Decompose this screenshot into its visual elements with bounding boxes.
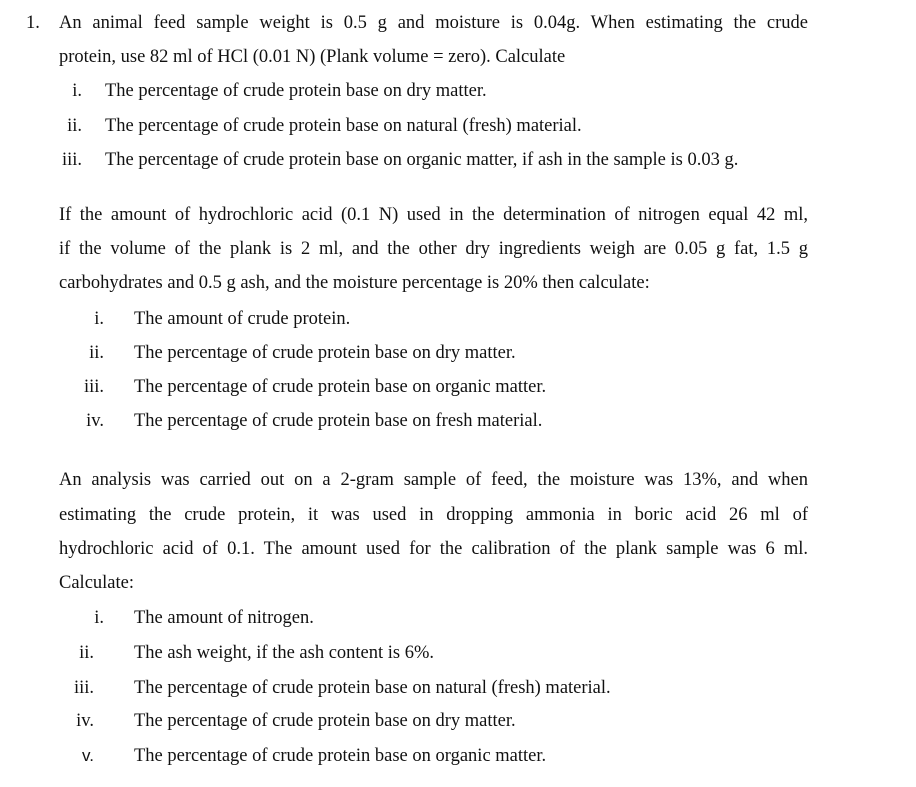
list-item: The percentage of crude protein base on fresh material. bbox=[134, 411, 543, 431]
list-item: The amount of crude protein. bbox=[134, 309, 351, 329]
list-item: The percentage of crude protein base on organic matter, if ash in the sample is 0.03 g. bbox=[105, 150, 739, 170]
question-2-stem-line-3: carbohydrates and 0.5 g ash, and the moisture percentage is 20% then calculate: bbox=[59, 273, 650, 293]
question-2-stem-line-2: if the volume of the plank is 2 ml, and the other dry ingredients weigh are 0.05 g fat, 1.5 g bbox=[59, 239, 808, 259]
list-item: The percentage of crude protein base on dry matter. bbox=[134, 343, 516, 363]
list-item-marker: iii. bbox=[73, 678, 94, 698]
list-item-marker: iv. bbox=[86, 411, 104, 431]
list-item-marker: v. bbox=[82, 746, 94, 765]
question-1-stem-line-2: protein, use 82 ml of HCl (0.01 N) (Plank volume = zero). Calculate bbox=[59, 47, 566, 67]
list-item: The percentage of crude protein base on dry matter. bbox=[134, 711, 516, 731]
list-item-marker: ii. bbox=[89, 343, 104, 363]
list-item-marker: ii. bbox=[79, 643, 94, 663]
question-3-stem-line-1: An analysis was carried out on a 2-gram sample of feed, the moisture was 13%, and when bbox=[59, 470, 808, 490]
question-1-stem-line-1: An animal feed sample weight is 0.5 g and moisture is 0.04g. When estimating the crude bbox=[59, 13, 808, 33]
list-item-marker: i. bbox=[94, 608, 104, 628]
question-3-stem-line-4: Calculate: bbox=[59, 573, 134, 593]
list-item: The percentage of crude protein base on organic matter. bbox=[134, 746, 547, 766]
question-1-number: 1. bbox=[26, 13, 40, 33]
list-item: The ash weight, if the ash content is 6%. bbox=[134, 643, 435, 663]
list-item: The percentage of crude protein base on natural (fresh) material. bbox=[105, 116, 582, 136]
list-item: The percentage of crude protein base on organic matter. bbox=[134, 377, 547, 397]
list-item-marker: i. bbox=[94, 309, 104, 329]
list-item: The amount of nitrogen. bbox=[134, 608, 314, 628]
list-item-marker: i. bbox=[72, 81, 82, 101]
question-3-stem-line-2: estimating the crude protein, it was used in dropping ammonia in boric acid 26 ml of bbox=[59, 505, 808, 525]
question-2-stem-line-1: If the amount of hydrochloric acid (0.1 N) used in the determination of nitrogen equal 42 ml, bbox=[59, 205, 808, 225]
list-item-marker: iv. bbox=[76, 711, 94, 731]
question-3-stem-line-3: hydrochloric acid of 0.1. The amount used for the calibration of the plank sample was 6 ml. bbox=[59, 539, 808, 559]
list-item: The percentage of crude protein base on dry matter. bbox=[105, 81, 487, 101]
list-item: The percentage of crude protein base on natural (fresh) material. bbox=[134, 678, 611, 698]
list-item-marker: ii. bbox=[67, 116, 82, 136]
list-item-marker: iii. bbox=[83, 377, 104, 397]
list-item-marker: iii. bbox=[61, 150, 82, 170]
